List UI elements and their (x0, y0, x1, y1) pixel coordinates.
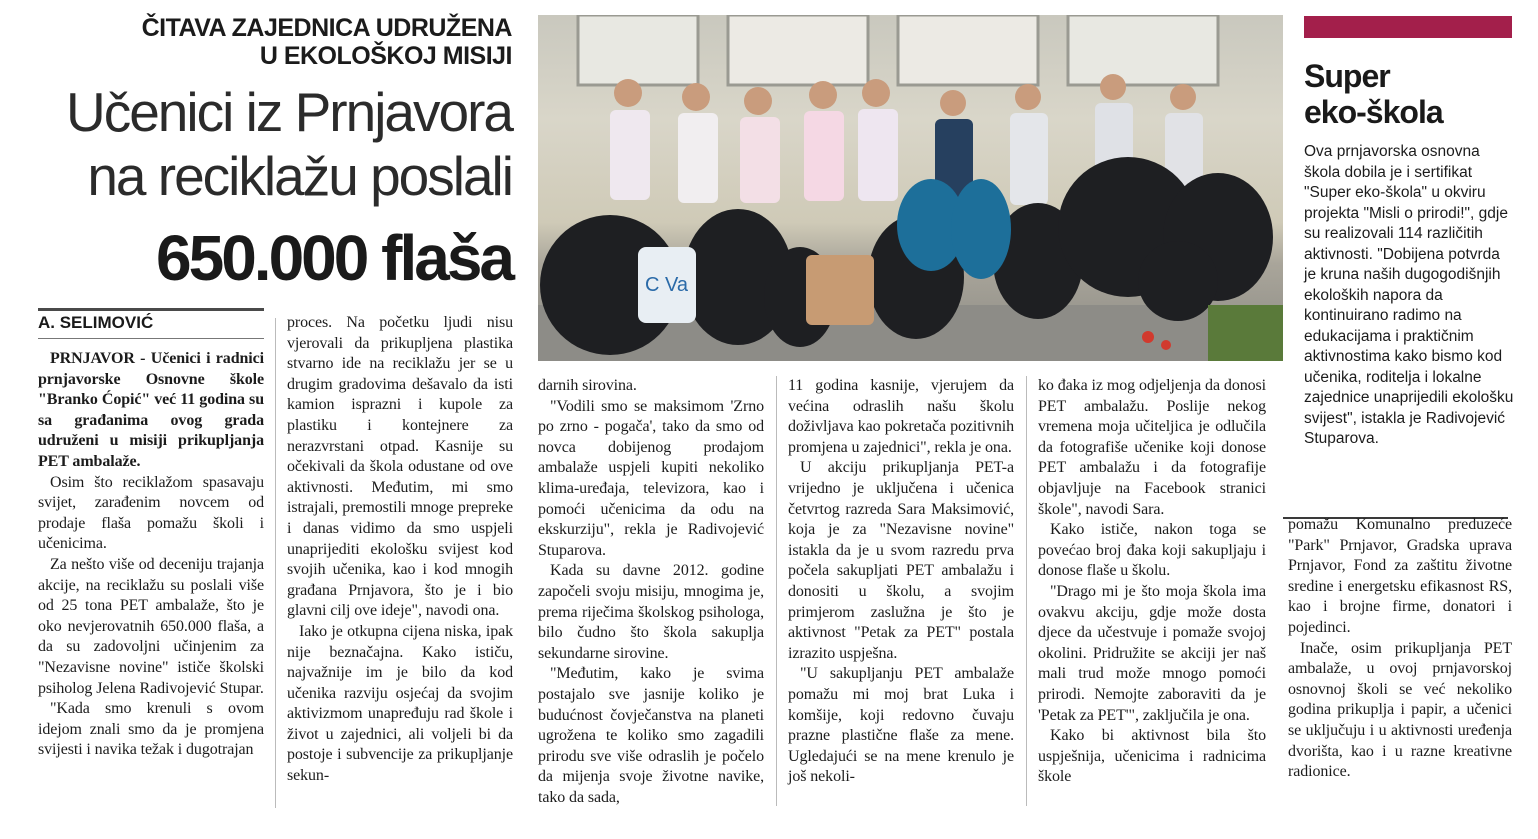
paragraph: "Vodili smo se maksimom 'Zrno po zrno - pogača', tako da smo od novca dobijenog prodajom ambalaže uspjeli kupiti nekoliko klima-uređaja, televizora, kao i pomoći učenicima da odu na ekskurziju", rekla je Radivojević Stuparova. (538, 397, 764, 559)
photo-children-with-bags (538, 15, 1283, 361)
sidebar-paragraph: Ova prnjavorska osnovna škola dobila je i sertifikat "Super eko-škola" u okviru projekta "Misli o prirodi!", gdje su realizovali 114 različitih aktivnosti. "Dobijena potvrda je kruna naših dugogodišnjih ekoloških napora da kontinuirano radimo na edukacijama i praktičnim aktivnostima kako bismo kod učenika, roditelja i lokalne zajednice unaprijedili ekološku svijest", istakla je Radivojević Stuparova. (1304, 143, 1514, 447)
sidebar-accent-bar (1304, 16, 1512, 38)
paragraph: U akciju prikupljanja PET-a vrijedno je uključena i učenica četvrtog razreda Sara Maksimović, koja je za "Nezavisne novine" istakla da je u svom razredu prva počela sakupljati PET ambalažu i donositi u školu, a svojim primjerom zaslužna je što je aktivnost "Petak za PET" postala izrazito uspješna. (788, 459, 1014, 662)
paragraph: "Kada smo krenuli s ovom idejom znali smo da je promjena svijesti i navika težak i dugotrajan (38, 700, 264, 759)
paragraph: "Međutim, kako je svima postajalo sve jasnije koliko je budućnost čovječanstva na planeti ugrožena te koliko smo zagadili prirodu sve više odraslih je počelo da mijenja svoje životne navike, tako da sada, (538, 665, 764, 806)
paragraph: Kako bi aktivnost bila što uspješnija, učenicima i radnicima škole (1038, 727, 1266, 786)
paragraph: Inače, osim prikupljanja PET ambalaže, u ovoj prnjavorskoj osnovnoj školi se već nekoliko godina prikuplja i papir, a učenici se uključuju i u aktivnosti uređenja dvorišta, kao i u razne kreativne radionice. (1288, 639, 1512, 781)
paragraph: Iako je otkupna cijena niska, ipak nije beznačajna. Kako ističu, najvažnije im je bilo da kod učenika razviju osjećaj da svojim aktivizmom unapređuju rad škole i život u zajednici, ali voljeli bi da postoje i subvencije za prikupljanje sekun- (287, 622, 513, 785)
sidebar-title-line-1: Super (1304, 58, 1390, 94)
sidebar-title (1304, 58, 1443, 130)
paragraph: "U sakupljanju PET ambalaže pomažu mi moj brat Luka i komšije, koji redovno čuvaju prazne plastične flaše za mene. Ugledajući se na mene krenulo je još nekoli- (788, 665, 1014, 786)
paragraph: ko đaka iz mog odjeljenja da donosi PET ambalažu. Poslije nekog vremena moja učiteljica je odlučila da fotografiše učenike koji donose PET ambalažu i da fotografije objavljuje na Facebook stranici škole", navodi Sara. (1038, 377, 1266, 518)
kicker-line-2: U EKOLOŠKOJ MISIJI (259, 42, 512, 70)
article-column-6 (1288, 515, 1512, 783)
headline-number: 650.000 flaša (156, 222, 512, 294)
paragraph: proces. Na početku ljudi nisu vjerovali da prikupljena plastika stvarno ide na reciklažu jer se u drugim gradovima dešavalo da isti kamion isprazni i kupole za plastiku i kontejnere za nerazvrstani otpad. Kasnije su očekivali da škola odustane od ove aktivnosti. Međutim, mi smo istrajali, premostili mnoge prepreke i danas vidimo da smo uspjeli unaprijediti ekološku svijest kod svojih učenika, kao i kod mnogih građana Prnjavora, što je i bio glavni cilj ove ideje", navodi ona. (287, 314, 513, 620)
headline-line-1: Učenici iz Prnjavora (65, 81, 512, 143)
paragraph: Za nešto više od deceniju trajanja akcije, na reciklažu su poslali više od 25 tona PET ambalaže, što je oko nevjerovatnih 650.000 flaša, a da su zadovoljni učinjenim za "Nezavisne novine" ističe školski psiholog Jelena Radivojević Stupar. (38, 555, 264, 697)
column-divider (776, 376, 777, 806)
lead-paragraph: PRNJAVOR - Učenici i radnici prnjavorske Osnovne škole "Branko Ćopić" već 11 godina su sa građanima ovog grada udruženi u misiji prikupljanja PET ambalaže. (38, 350, 264, 470)
paragraph: pomažu Komunalno preduzeće "Park" Prnjavor, Gradska uprava Prnjavor, Fond za zaštitu životne sredine i energetsku efikasnost RS, kao i brojne firme, donatori i pojedinci. (1288, 516, 1512, 636)
author-rule (38, 308, 264, 311)
article-photo (538, 15, 1283, 361)
kicker (142, 14, 512, 70)
sidebar-text (1304, 142, 1514, 450)
headline (66, 80, 512, 208)
paragraph: Osim što reciklažom spasavaju svijet, zarađenim novcem od prodaje flaša pomažu školi i učenicima. (38, 473, 264, 553)
article-column-1 (38, 349, 264, 761)
bag-label: C Va (645, 274, 688, 296)
article-column-4 (788, 376, 1014, 788)
article-column-5 (1038, 376, 1266, 788)
paragraph: 11 godina kasnije, vjerujem da većina odraslih našu školu doživljava kao pokretača pozitivnih promjena u zajednici", rekla je ona. (788, 377, 1014, 456)
article-column-3 (538, 376, 764, 808)
paragraph: Kada su davne 2012. godine započeli svoju misiju, mnogima je, prema riječima školskog psihologa, bilo čudno što škola sakuplja sekundarne sirovine. (538, 562, 764, 662)
column-divider (275, 318, 276, 808)
author-byline: A. SELIMOVIĆ (38, 313, 154, 332)
kicker-line-1: ČITAVA ZAJEDNICA UDRUŽENA (141, 14, 512, 42)
sidebar-title-line-2: eko-škola (1304, 94, 1443, 130)
paragraph: Kako ističe, nakon toga se povećao broj đaka koji sakupljaju i donose flaše u školu. (1038, 521, 1266, 580)
column-divider (1026, 376, 1027, 806)
paragraph: "Drago mi je što moja škola ima ovakvu akciju, gdje može dosta djece da učestvuje i pomaže svojoj okolini. Pridružite se akciji jer naš mali trud može mnogo pomoći prirodi. Nemojte zaboraviti da je 'Petak za PET'", zaključila je ona. (1038, 582, 1266, 724)
article-column-2 (287, 313, 513, 787)
headline-line-2: na reciklažu poslali (87, 145, 512, 207)
author-rule-bottom (38, 338, 264, 339)
paragraph: darnih sirovina. (538, 377, 637, 394)
